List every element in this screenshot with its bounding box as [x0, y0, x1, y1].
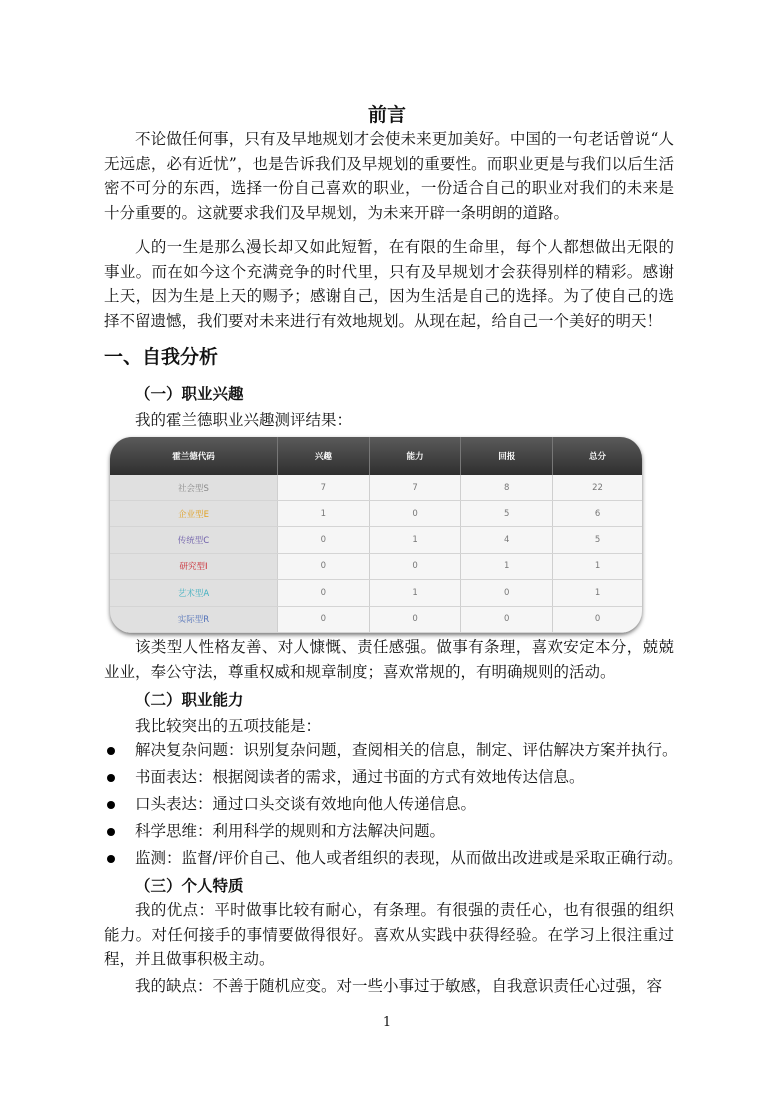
- bullet-icon: [107, 774, 115, 782]
- table-cell-value: 7: [369, 475, 461, 501]
- intro-paragraph-1: 不论做任何事，只有及早地规划才会使未来更加美好。中国的一句老话曾说“人无远虑，必有近忧”，也是告诉我们及早规划的重要性。而职业更是与我们以后生活密不可分的东西，选择一份自己喜欢的职业，一份适合自己的职业对我们的未来是十分重要的。这就要求我们及早规划，为未来开辟一条明朗的道路。: [104, 130, 674, 222]
- weaknesses-paragraph: 我的缺点：不善于随机应变。对一些小事过于敏感，自我意识责任心过强，容: [135, 977, 663, 995]
- table-cell-value: 5: [461, 501, 553, 527]
- list-item: [104, 845, 684, 872]
- table-cell-type: 企业型E: [110, 501, 278, 527]
- table-cell-value: 0: [369, 606, 461, 632]
- table-row: [110, 527, 642, 553]
- table-cell-value: 0: [278, 553, 370, 579]
- strengths-paragraph: 我的优点：平时做事比较有耐心，有条理。有很强的责任心，也有很强的组织能力。对任何接手的事情要做得很好。喜欢从实践中获得经验。在学习上很注重过程，并且做事积极主动。: [104, 901, 674, 968]
- table-cell-value: 7: [278, 475, 370, 501]
- table-header-cell: 兴趣: [278, 437, 370, 475]
- table-cell-value: 1: [369, 580, 461, 606]
- bullet-icon: [107, 855, 115, 863]
- table-cell-value: 4: [461, 527, 553, 553]
- intro-paragraph-2: 人的一生是那么漫长却又如此短暂，在有限的生命里，每个人都想做出无限的事业。而在如今这个充满竞争的时代里，只有及早规划才会获得别样的精彩。感谢上天，因为生是上天的赐予；感谢自己，因为生活是自己的选择。为了使自己的选择不留遗憾，我们要对未来进行有效地规划。从现在起，给自己一个美好的明天！: [104, 238, 674, 330]
- list-item: [104, 791, 684, 818]
- table-header-cell: 霍兰德代码: [110, 437, 278, 475]
- skills-list: [104, 737, 684, 872]
- list-item: [104, 737, 684, 764]
- table-cell-value: 0: [553, 606, 642, 632]
- table-cell-value: 22: [553, 475, 642, 501]
- skill-text: 科学思维：利用科学的规则和方法解决问题。: [135, 822, 446, 840]
- section-heading-self-analysis: 一、自我分析: [104, 346, 219, 368]
- table-header-cell: 回报: [461, 437, 553, 475]
- table-cell-type: 艺术型A: [110, 580, 278, 606]
- table-cell-value: 0: [369, 553, 461, 579]
- subheading-personal-traits: （三）个人特质: [135, 876, 244, 895]
- holland-intro-text: 我的霍兰德职业兴趣测评结果：: [135, 411, 353, 429]
- skill-text: 口头表达：通过口头交谈有效地向他人传递信息。: [135, 795, 477, 813]
- table-cell-value: 0: [278, 580, 370, 606]
- table-cell-type: 实际型R: [110, 606, 278, 632]
- type-description: 该类型人性格友善、对人慷慨、责任感强。做事有条理，喜欢安定本分，兢兢业业，奉公守法，尊重权威和规章制度；喜欢常规的，有明确规则的活动。: [104, 638, 674, 681]
- table-cell-value: 0: [461, 606, 553, 632]
- table-cell-value: 5: [553, 527, 642, 553]
- table-cell-value: 6: [553, 501, 642, 527]
- table-cell-value: 1: [369, 527, 461, 553]
- skill-text: 书面表达：根据阅读者的需求，通过书面的方式有效地传达信息。: [135, 768, 585, 786]
- skills-intro-text: 我比较突出的五项技能是：: [135, 717, 322, 735]
- subheading-career-ability: （二）职业能力: [135, 690, 244, 709]
- table-header-cell: 能力: [369, 437, 461, 475]
- list-item: [104, 764, 684, 791]
- bullet-icon: [107, 828, 115, 836]
- table-cell-value: 0: [278, 606, 370, 632]
- holland-result-table-image: [110, 437, 642, 633]
- holland-table: [110, 437, 642, 633]
- table-cell-value: 0: [461, 580, 553, 606]
- table-header-cell: 总分: [553, 437, 642, 475]
- table-cell-value: 0: [278, 527, 370, 553]
- skill-text: 监测：监督/评价自己、他人或者组织的表现，从而做出改进或是采取正确行动。: [135, 849, 683, 867]
- table-header-row: [110, 437, 642, 475]
- table-cell-value: 0: [369, 501, 461, 527]
- bullet-icon: [107, 801, 115, 809]
- table-row: [110, 501, 642, 527]
- page-title: 前言: [367, 104, 406, 126]
- bullet-icon: [107, 747, 115, 755]
- table-cell-value: 1: [553, 580, 642, 606]
- table-cell-value: 8: [461, 475, 553, 501]
- table-cell-type: 社会型S: [110, 475, 278, 501]
- table-row: [110, 475, 642, 501]
- table-row: [110, 606, 642, 632]
- table-cell-value: 1: [461, 553, 553, 579]
- table-body: [110, 475, 642, 633]
- list-item: [104, 818, 684, 845]
- table-row: [110, 553, 642, 579]
- skill-text: 解决复杂问题：识别复杂问题，查阅相关的信息，制定、评估解决方案并执行。: [135, 741, 678, 759]
- page-number: 1: [382, 1015, 392, 1030]
- table-cell-type: 传统型C: [110, 527, 278, 553]
- table-cell-value: 1: [278, 501, 370, 527]
- table-cell-value: 1: [553, 553, 642, 579]
- table-cell-type: 研究型I: [110, 553, 278, 579]
- subheading-career-interest: （一）职业兴趣: [135, 384, 244, 403]
- table-row: [110, 580, 642, 606]
